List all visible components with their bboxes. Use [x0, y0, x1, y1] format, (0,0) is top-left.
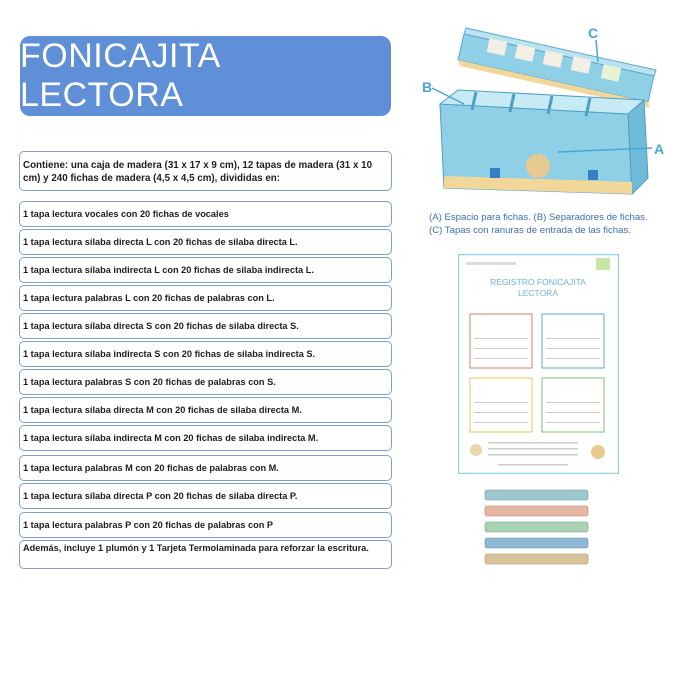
list-item — [19, 455, 392, 481]
caption-line: (C) Tapas con ranuras de entrada de las fichas. — [429, 225, 631, 236]
footer-note — [19, 540, 392, 569]
list-item-text: 1 tapa lectura palabras L con 20 fichas de palabras con L. — [23, 293, 275, 303]
list-item — [19, 201, 392, 227]
figure-caption — [429, 211, 664, 237]
label-b: B — [422, 79, 433, 95]
list-item-text: 1 tapa lectura palabras P con 20 fichas de palabras con P — [23, 520, 274, 530]
list-item — [19, 369, 392, 395]
box-illustration — [418, 18, 668, 210]
sheet-heading-line2: LECTORA — [518, 288, 558, 298]
footer-note-text: Además, incluye 1 plumón y 1 Tarjeta Termolaminada para reforzar la escritura. — [23, 543, 369, 553]
list-item — [19, 285, 392, 311]
list-item-text: 1 tapa lectura sílaba indirecta S con 20 fichas de silaba indirecta S. — [23, 349, 316, 359]
list-item — [19, 313, 392, 339]
list-item — [19, 397, 392, 423]
list-item-text: 1 tapa lectura sílaba indirecta M con 20 fichas de silaba indirecta M. — [23, 433, 319, 443]
list-item-text: 1 tapa lectura sílaba directa S con 20 fichas de silaba directa S. — [23, 321, 299, 331]
list-item-text: 1 tapa lectura sílaba directa M con 20 fichas de silaba directa M. — [23, 405, 302, 415]
list-item-text: 1 tapa lectura palabras S con 20 fichas de palabras con S. — [23, 377, 276, 387]
contents-intro — [19, 151, 392, 191]
contents-intro-text: Contiene: una caja de madera (31 x 17 x 9 cm), 12 tapas de madera (31 x 10 cm) y 240 fichas de madera (4,5 x 4,5 cm), divididas en: — [23, 160, 373, 184]
page-title-banner — [20, 36, 391, 116]
list-item-text: 1 tapa lectura sílaba directa L con 20 fichas de silaba directa L. — [23, 237, 298, 247]
list-item — [19, 229, 392, 255]
list-item-text: 1 tapa lectura sílaba directa P con 20 fichas de silaba directa P. — [23, 491, 298, 501]
page-title: FONICAJITA LECTORA — [20, 37, 219, 114]
label-c: C — [588, 25, 599, 41]
lid-strips-image — [484, 488, 589, 568]
list-item — [19, 341, 392, 367]
list-item — [19, 425, 392, 451]
caption-line: (A) Espacio para fichas. (B) Separadores de fichas. — [429, 212, 648, 223]
list-item — [19, 257, 392, 283]
list-item-text: 1 tapa lectura sílaba indirecta L con 20 fichas de silaba indirecta L. — [23, 265, 314, 275]
list-item-text: 1 tapa lectura palabras M con 20 fichas de palabras con M. — [23, 463, 279, 473]
list-item — [19, 512, 392, 538]
list-item — [19, 483, 392, 509]
box-body — [440, 90, 648, 194]
registro-sheet-image — [458, 254, 619, 474]
list-item-text: 1 tapa lectura vocales con 20 fichas de vocales — [23, 209, 229, 219]
label-a: A — [654, 141, 665, 157]
sheet-heading-line1: REGISTRO FONICAJITA — [490, 277, 586, 287]
